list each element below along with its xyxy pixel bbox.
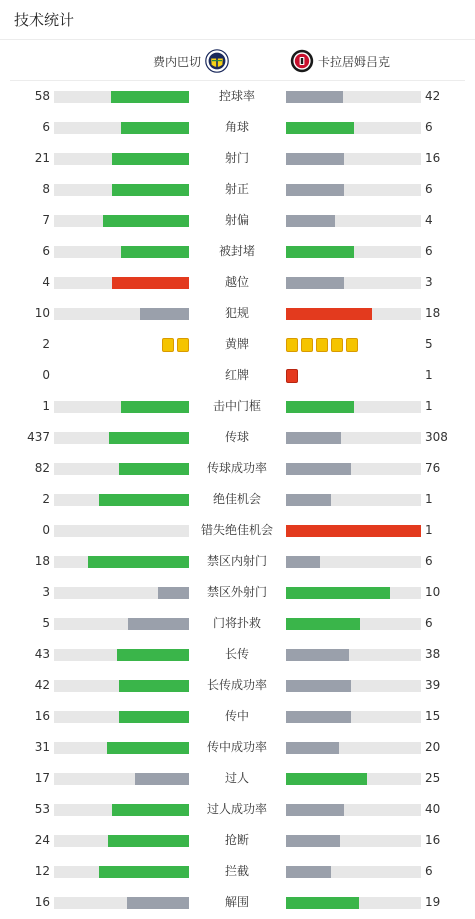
away-bar-fill <box>286 897 359 909</box>
away-bar-fill <box>286 494 331 506</box>
away-bar-fill <box>286 556 320 568</box>
away-value: 25 <box>425 771 441 785</box>
stat-label: 长传成功率 <box>206 678 267 692</box>
away-bar-fill <box>286 153 344 165</box>
stat-label: 抢断 <box>224 833 249 847</box>
away-value: 15 <box>425 709 441 723</box>
away-team-name: 卡拉居姆吕克 <box>318 54 391 69</box>
away-value: 10 <box>425 585 441 599</box>
home-bar-track <box>54 773 189 785</box>
home-bar-fill <box>121 401 189 413</box>
away-bar-fill <box>286 773 367 785</box>
yellow-card-icon <box>331 338 343 352</box>
away-value: 6 <box>425 244 433 258</box>
home-bar-fill <box>103 215 189 227</box>
away-value: 42 <box>425 89 441 103</box>
away-value: 76 <box>425 461 441 475</box>
away-bar-track <box>286 680 421 692</box>
page-title: 技术统计 <box>14 11 75 29</box>
away-bar-track <box>286 308 421 320</box>
home-value: 2 <box>42 337 50 351</box>
home-bar-track <box>54 835 189 847</box>
home-bar-track <box>54 525 189 537</box>
stat-label: 门将扑救 <box>212 616 261 630</box>
home-value: 31 <box>34 740 50 754</box>
home-bar-track <box>54 711 189 723</box>
away-value: 1 <box>425 523 433 537</box>
home-value: 8 <box>42 182 50 196</box>
away-cards <box>286 369 298 383</box>
home-value: 82 <box>34 461 50 475</box>
away-bar-fill <box>286 215 335 227</box>
stat-label: 射门 <box>224 151 249 165</box>
home-bar-track <box>54 91 189 103</box>
home-bar-track <box>54 587 189 599</box>
away-value: 18 <box>425 306 441 320</box>
home-team-name: 费内巴切 <box>152 54 201 69</box>
home-bar-fill <box>112 153 189 165</box>
stat-label: 控球率 <box>218 89 255 103</box>
away-bar-track <box>286 866 421 878</box>
stat-row <box>0 174 475 205</box>
home-bar-fill <box>112 277 189 289</box>
home-value: 437 <box>27 430 50 444</box>
home-value: 10 <box>34 306 50 320</box>
away-bar-track <box>286 246 421 258</box>
away-bar-fill <box>286 804 344 816</box>
away-bar-fill <box>286 680 351 692</box>
home-bar-fill <box>107 742 189 754</box>
home-bar-track <box>54 122 189 134</box>
away-bar-track <box>286 153 421 165</box>
away-bar-fill <box>286 91 343 103</box>
home-bar-fill <box>99 494 189 506</box>
stat-label: 过人 <box>224 771 249 785</box>
away-bar-track <box>286 804 421 816</box>
away-bar-track <box>286 401 421 413</box>
stat-row <box>0 484 475 515</box>
stat-row <box>0 856 475 887</box>
away-bar-track <box>286 277 421 289</box>
away-bar-track <box>286 649 421 661</box>
away-bar-track <box>286 587 421 599</box>
stat-row <box>0 391 475 422</box>
stat-row <box>0 546 475 577</box>
home-value: 4 <box>42 275 50 289</box>
away-bar-track <box>286 773 421 785</box>
stat-row <box>0 701 475 732</box>
away-value: 6 <box>425 120 433 134</box>
stat-row <box>0 360 475 391</box>
home-value: 53 <box>34 802 50 816</box>
away-value: 16 <box>425 833 441 847</box>
away-value: 1 <box>425 368 433 382</box>
away-bar-track <box>286 463 421 475</box>
away-bar-track <box>286 556 421 568</box>
away-value: 40 <box>425 802 441 816</box>
away-bar-fill <box>286 618 360 630</box>
away-value: 3 <box>425 275 433 289</box>
away-bar-fill <box>286 432 341 444</box>
home-bar-track <box>54 153 189 165</box>
away-bar-track <box>286 184 421 196</box>
home-value: 21 <box>34 151 50 165</box>
home-value: 16 <box>34 709 50 723</box>
home-value: 7 <box>42 213 50 227</box>
stat-label: 犯规 <box>224 306 249 320</box>
stat-label: 红牌 <box>224 368 249 382</box>
away-value: 20 <box>425 740 441 754</box>
away-bar-fill <box>286 587 390 599</box>
away-bar-track <box>286 122 421 134</box>
home-value: 2 <box>42 492 50 506</box>
home-value: 24 <box>34 833 50 847</box>
stat-row <box>0 763 475 794</box>
home-value: 6 <box>42 120 50 134</box>
away-bar-track <box>286 91 421 103</box>
away-bar-fill <box>286 308 372 320</box>
stat-row <box>0 143 475 174</box>
home-bar-track <box>54 184 189 196</box>
stat-row <box>0 608 475 639</box>
yellow-card-icon <box>286 338 298 352</box>
away-value: 6 <box>425 182 433 196</box>
stat-label: 传球 <box>224 430 249 444</box>
away-bar-fill <box>286 246 354 258</box>
home-bar-fill <box>112 184 189 196</box>
home-bar-track <box>54 649 189 661</box>
home-bar-fill <box>112 804 189 816</box>
home-value: 42 <box>34 678 50 692</box>
home-bar-fill <box>158 587 189 599</box>
stat-label: 黄牌 <box>224 337 249 351</box>
home-value: 1 <box>42 399 50 413</box>
home-value: 0 <box>42 368 50 382</box>
red-card-icon <box>286 369 298 383</box>
stat-label: 过人成功率 <box>206 802 267 816</box>
stat-label: 传中成功率 <box>206 740 267 754</box>
stat-label: 传球成功率 <box>206 461 267 475</box>
header <box>0 0 475 40</box>
stat-label: 长传 <box>224 647 249 661</box>
stat-row <box>0 577 475 608</box>
home-bar-fill <box>119 680 189 692</box>
stat-label: 解围 <box>224 895 249 909</box>
stat-row <box>0 112 475 143</box>
away-bar-fill <box>286 463 351 475</box>
away-bar-track <box>286 742 421 754</box>
away-bar-track <box>286 618 421 630</box>
away-bar-fill <box>286 711 351 723</box>
away-value: 4 <box>425 213 433 227</box>
home-bar-track <box>54 432 189 444</box>
away-value: 39 <box>425 678 441 692</box>
home-bar-track <box>54 277 189 289</box>
away-bar-fill <box>286 649 349 661</box>
stat-label: 错失绝佳机会 <box>200 523 273 537</box>
stat-label: 被封堵 <box>218 244 255 258</box>
away-bar-fill <box>286 277 344 289</box>
home-value: 12 <box>34 864 50 878</box>
home-bar-fill <box>117 649 189 661</box>
stat-row <box>0 732 475 763</box>
away-bar-track <box>286 215 421 227</box>
home-value: 16 <box>34 895 50 909</box>
stat-row <box>0 670 475 701</box>
home-bar-track <box>54 401 189 413</box>
stat-row <box>0 329 475 360</box>
home-value: 17 <box>34 771 50 785</box>
stat-row <box>0 887 475 918</box>
away-bar-track <box>286 432 421 444</box>
home-value: 0 <box>42 523 50 537</box>
stat-label: 传中 <box>224 709 249 723</box>
yellow-card-icon <box>346 338 358 352</box>
home-bar-fill <box>140 308 189 320</box>
away-value: 38 <box>425 647 441 661</box>
stat-row <box>0 515 475 546</box>
away-value: 6 <box>425 864 433 878</box>
stat-row <box>0 205 475 236</box>
yellow-card-icon <box>162 338 174 352</box>
home-bar-fill <box>111 91 189 103</box>
stat-label: 角球 <box>224 120 249 134</box>
stat-row <box>0 236 475 267</box>
away-bar-track <box>286 525 421 537</box>
home-value: 58 <box>34 89 50 103</box>
stat-label: 拦截 <box>224 864 249 878</box>
home-bar-fill <box>135 773 189 785</box>
yellow-card-icon <box>177 338 189 352</box>
yellow-card-icon <box>316 338 328 352</box>
away-value: 1 <box>425 399 433 413</box>
home-bar-fill <box>119 711 189 723</box>
home-bar-track <box>54 463 189 475</box>
fenerbahce-crest-icon <box>205 49 229 73</box>
home-value: 5 <box>42 616 50 630</box>
stat-row <box>0 794 475 825</box>
home-value: 43 <box>34 647 50 661</box>
home-bar-fill <box>121 122 189 134</box>
away-bar-fill <box>286 401 354 413</box>
stat-row <box>0 267 475 298</box>
away-bar-fill <box>286 835 340 847</box>
away-value: 6 <box>425 554 433 568</box>
away-bar-track <box>286 897 421 909</box>
home-value: 6 <box>42 244 50 258</box>
stat-label: 越位 <box>224 275 249 289</box>
away-bar-track <box>286 494 421 506</box>
home-team[interactable] <box>153 48 229 74</box>
away-bar-fill <box>286 525 421 537</box>
home-bar-track <box>54 680 189 692</box>
away-bar-fill <box>286 866 331 878</box>
stat-label: 击中门框 <box>212 399 261 413</box>
away-value: 1 <box>425 492 433 506</box>
stat-row <box>0 81 475 112</box>
home-bar-fill <box>109 432 189 444</box>
karagumruk-crest-icon <box>290 49 314 73</box>
home-bar-fill <box>127 897 189 909</box>
stat-label: 禁区内射门 <box>206 554 267 568</box>
home-bar-fill <box>128 618 189 630</box>
home-bar-track <box>54 215 189 227</box>
home-bar-track <box>54 866 189 878</box>
stat-row <box>0 422 475 453</box>
home-bar-fill <box>99 866 189 878</box>
yellow-card-icon <box>301 338 313 352</box>
home-bar-fill <box>108 835 189 847</box>
stat-label: 绝佳机会 <box>212 492 261 506</box>
away-value: 5 <box>425 337 433 351</box>
stat-row <box>0 825 475 856</box>
stats-list <box>0 81 475 918</box>
away-value: 6 <box>425 616 433 630</box>
stat-label: 射偏 <box>224 213 249 227</box>
home-value: 18 <box>34 554 50 568</box>
home-bar-track <box>54 556 189 568</box>
home-bar-track <box>54 742 189 754</box>
away-bar-track <box>286 711 421 723</box>
away-bar-fill <box>286 122 354 134</box>
stat-row <box>0 453 475 484</box>
away-bar-fill <box>286 742 339 754</box>
teams-header <box>10 40 465 81</box>
stat-label: 射正 <box>224 182 249 196</box>
home-bar-track <box>54 804 189 816</box>
home-bar-fill <box>119 463 189 475</box>
stat-row <box>0 298 475 329</box>
away-value: 19 <box>425 895 441 909</box>
home-bar-track <box>54 897 189 909</box>
away-value: 308 <box>425 430 448 444</box>
home-bar-track <box>54 618 189 630</box>
away-cards <box>286 338 358 352</box>
away-value: 16 <box>425 151 441 165</box>
home-bar-track <box>54 494 189 506</box>
home-bar-fill <box>88 556 189 568</box>
home-bar-track <box>54 246 189 258</box>
away-bar-track <box>286 835 421 847</box>
home-cards <box>162 338 189 352</box>
stat-label: 禁区外射门 <box>206 585 267 599</box>
home-bar-fill <box>121 246 189 258</box>
away-bar-fill <box>286 184 344 196</box>
home-value: 3 <box>42 585 50 599</box>
away-team[interactable] <box>290 48 390 74</box>
stat-row <box>0 639 475 670</box>
home-bar-track <box>54 308 189 320</box>
